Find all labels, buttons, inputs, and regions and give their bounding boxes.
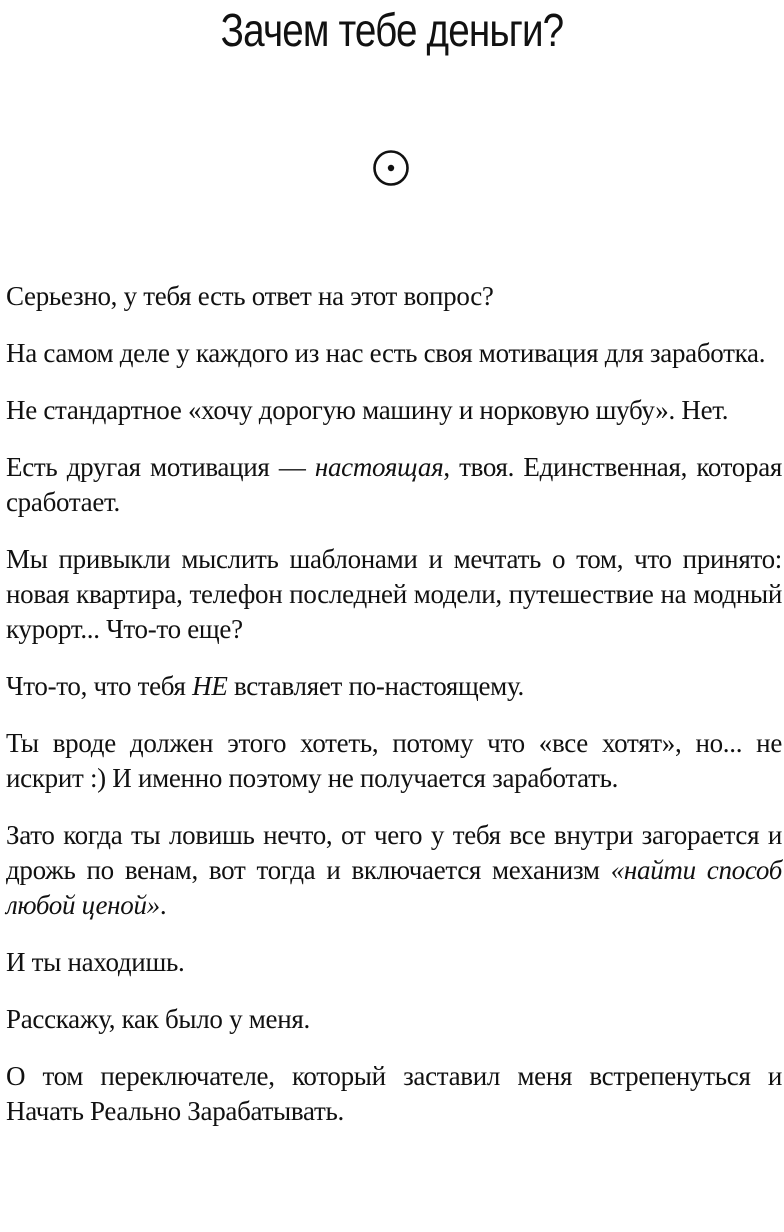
paragraph: Не стандартное «хочу дорогую машину и норковую шубу». Нет.	[6, 395, 729, 425]
paragraph	[6, 818, 782, 923]
circled-dot-icon	[371, 148, 411, 188]
paragraph-text: вставляет по-настоящему.	[227, 671, 524, 701]
paragraph-text: Зато когда ты ловишь нечто, от чего у тебя все внутри загорается и дрожь по венам, вот тогда и включается механизм	[6, 820, 782, 885]
chapter-title: Зачем тебе деньги?	[220, 4, 564, 56]
paragraph	[6, 450, 782, 520]
paragraph-text: Что-то, что тебя	[6, 671, 193, 701]
paragraph: И ты находишь.	[6, 947, 185, 977]
paragraph: Мы привыкли мыслить шаблонами и мечтать о том, что принято: новая квартира, телефон последней модели, путешествие на модный курорт... Что-то еще?	[6, 544, 782, 644]
paragraph: Серьезно, у тебя есть ответ на этот вопрос?	[6, 281, 494, 311]
paragraph-text: .	[159, 890, 167, 920]
emphasis-text: «найти способ любой ценой»	[6, 855, 782, 920]
emphasis-text: НЕ	[192, 671, 228, 701]
paragraph-text: Есть другая мотивация —	[6, 452, 315, 482]
emphasis-text: настоящая	[314, 452, 444, 482]
paragraph: О том переключателе, который заставил меня встрепенуться и Начать Реально Зарабатывать.	[6, 1061, 782, 1126]
paragraph: На самом деле у каждого из нас есть своя мотивация для заработка.	[6, 338, 766, 368]
chapter-body	[6, 279, 782, 1151]
paragraph: Ты вроде должен этого хотеть, потому что «все хотят», но... не искрит :) И именно поэтому не получается заработать.	[6, 728, 782, 793]
paragraph-text: , твоя. Единственная, которая сработает.	[6, 452, 783, 517]
paragraph: Расскажу, как было у меня.	[6, 1004, 310, 1034]
paragraph	[6, 669, 782, 704]
